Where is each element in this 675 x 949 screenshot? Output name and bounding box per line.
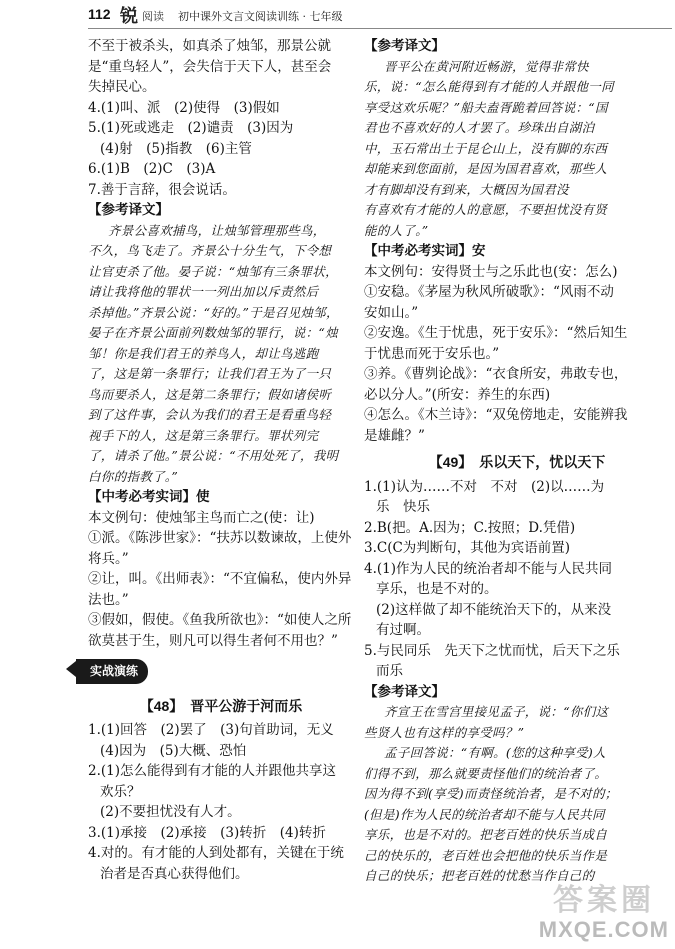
text-line: 因为得不到(享受)而责怪统治者，是不对的； [364,786,618,801]
right-text-block [364,36,670,446]
text-line: ②安逸。《生于忧患，死于安乐》：“然后知生 [364,325,628,341]
text-line: 有喜欢有才能的人的意愿，不要担忧没有贤 [364,202,608,217]
text-line: 7.善于言辞，很会说话。 [88,181,236,198]
book-title: 初中课外文言文阅读训练 · 七年级 [178,10,343,23]
text-line: ①派。《陈涉世家》：“扶苏以数谏故，上使外 [88,530,352,546]
text-line: 本文例句：使烛邹主鸟而亡之(使：让) [88,509,315,526]
right-column [364,36,670,887]
text-line: 白你的指教了。” [88,468,179,484]
text-line: 失掉民心。 [88,79,156,95]
text-line: 有过啊。 [376,622,430,638]
text-line: 将兵。” [88,550,129,567]
text-line: 不至于被杀头，如真杀了烛邹，那景公就 [88,38,331,54]
text-line: 些贤人也有这样的享受吗？” [364,724,525,740]
text-line: 1.(1)认为……不对 不对 (2)以……为 [364,478,605,495]
text-line: (2)这样做了却不能统治天下的，从来没 [376,601,612,618]
text-line: ②让，叫。《出师表》：“不宜偏私，使内外异 [88,571,352,587]
text-line: 齐景公喜欢捕鸟，让烛邹管理那些鸟， [108,222,326,238]
text-line: 杀掉他。”齐景公说：“好的。”于是召见烛邹， [88,304,339,320]
text-line: 享乐，也是不对的。 [376,581,498,597]
text-line: 中，玉石常出土于昆仑山上，没有脚的东西 [364,140,608,156]
text-line: 请让我将他的罪状一一列出加以斥责然后 [88,284,319,299]
header-divider [88,28,672,29]
text-line: 己的快乐的，老百姓也会把他的快乐当作是 [364,847,608,863]
lesson-48-title: 【48】 晋平公游于河而乐 [139,697,303,714]
text-line: 3.(1)承接 (2)承接 (3)转折 (4)转折 [88,824,326,841]
text-line: 视手下的人，这是第三条罪行。罪状列完 [88,427,319,443]
text-line: 1.(1)回答 (2)罢了 (3)句首助词，无义 [88,722,334,738]
text-line: 6.(1)B (2)C (3)A [88,161,216,177]
text-line: 治者是否真心获得他们。 [100,865,249,882]
text-line: 是“重鸟轻人”，会失信于天下人，甚至会 [88,58,332,75]
brand-subtitle: 阅读 [142,10,164,23]
text-line: 【参考译文】 [88,202,169,217]
text-line: 们得不到，那么就要责怪他们的统治者了。 [364,765,608,781]
text-line: 【参考译文】 [364,38,445,53]
text-line: 享乐，也是不对的。把老百姓的快乐当成自 [364,827,608,842]
text-line: 法也。” [88,591,129,608]
text-line: 【中考必考实词】使 [88,489,210,504]
text-line: (2)不要担忧没有人才。 [100,804,241,820]
text-line: 晋平公在黄河附近畅游，觉得非常快 [384,58,589,74]
text-line: 安如山。” [364,304,419,321]
text-line: 了，这是第一条罪行；让我们君王为了一只 [88,366,332,381]
text-line: ③假如，假使。《鱼我所欲也》：“如使人之所 [88,612,352,628]
text-line: 乐，说：“怎么能得到有才能的人并跟他一同 [364,79,614,94]
text-line: 5.与民同乐 先天下之忧而忧，后天下之乐 [364,642,620,659]
text-line: 欲莫甚于生，则凡可以得生者何不用也？” [88,632,338,649]
text-line: 4.对的。有才能的人到处都有，关键在于统 [88,845,344,861]
text-line: (但是)作为人民的统治者却不能与人民共同 [364,806,605,822]
left-text-block [88,36,354,651]
text-line: ①安稳。《茅屋为秋风所破歌》：“风雨不动 [364,284,614,300]
text-line: ③养。《曹刿论战》：“衣食所安，弗敢专也， [364,366,628,382]
text-line: 不久，鸟飞走了。齐景公十分生气，下令想 [88,243,332,258]
brand-logo: 锐 [120,6,138,27]
text-line: 2.(1)怎么能得到有才能的人并跟他共享这 [88,763,337,779]
text-line: (4)射 (5)指教 (6)主管 [100,140,252,157]
text-line: 齐宣王在雪宫里接见孟子，说：“你们这 [384,704,609,719]
watermark-url: MXQE.COM [538,917,669,942]
text-line: 【参考译文】 [364,683,445,699]
text-line: 必以分人。”(所安：养生的东西) [364,386,551,403]
text-line: 了，请杀了他。”景公说：“不用处死了，我明 [88,448,339,463]
text-line: 于忧患而死于安乐也。” [364,345,500,362]
text-line: (4)因为 (5)大概、恐怕 [100,742,247,759]
lesson-49-answers [364,477,670,887]
text-line: 【中考必考实词】安 [364,243,486,258]
text-line: 鸟而要杀人，这是第二条罪行；假如诸侯听 [88,386,332,402]
text-line: 是雄雌？” [364,427,425,444]
lesson-48-answers [88,720,354,884]
text-line: 却能来到您面前，是因为国君喜欢，那些人 [364,161,608,176]
text-line: 能的人了。” [364,222,429,238]
text-line: 乐 快乐 [376,499,430,515]
text-line: ④怎么。《木兰诗》：“双兔傍地走，安能辨我 [364,407,628,423]
text-line: 欢乐？ [100,783,141,800]
text-line: 2.B(把。A.因为；C.按照；D.凭借) [364,519,576,536]
left-column [88,36,354,884]
text-line: 晏子在齐景公面前列数烛邹的罪行，说：“烛 [88,325,338,340]
text-line: 君也不喜欢好的人才罢了。珍珠出自湖泊 [364,120,595,135]
text-line: 到了这件事，会认为我们的君王是看重鸟轻 [88,407,332,422]
text-line: 邹！你是我们君王的养鸟人，却让鸟逃跑 [88,345,319,361]
text-line: 自己的快乐；把老百姓的忧愁当作自己的 [364,868,595,883]
text-line: 本文例句：安得贤士与之乐此也(安：怎么) [364,263,618,280]
text-line: 5.(1)死或逃走 (2)谴责 (3)因为 [88,120,294,136]
page-number: 112 [88,6,111,22]
text-line: 让官吏杀了他。晏子说：“烛邹有三条罪状， [88,263,338,279]
text-line: 而乐 [376,663,403,679]
lesson-49-title: 【49】 乐以天下，忧以天下 [428,454,606,470]
text-line: 4.(1)叫、派 (2)使得 (3)假如 [88,99,280,116]
watermark-logo: 答案圈 [553,883,655,918]
practice-banner: 实战演练 [76,659,148,684]
text-line: 孟子回答说：“有啊。(您的这种享受)人 [384,745,606,760]
text-line: 3.C(C为判断句，其他为宾语前置) [364,540,571,556]
text-line: 才有脚却没有到来，大概因为国君没 [364,181,569,197]
text-line: 享受这欢乐呢？”船夫盍胥跪着回答说：“国 [364,99,608,115]
page-header [0,0,675,36]
text-line: 4.(1)作为人民的统治者却不能与人民共同 [364,560,613,577]
